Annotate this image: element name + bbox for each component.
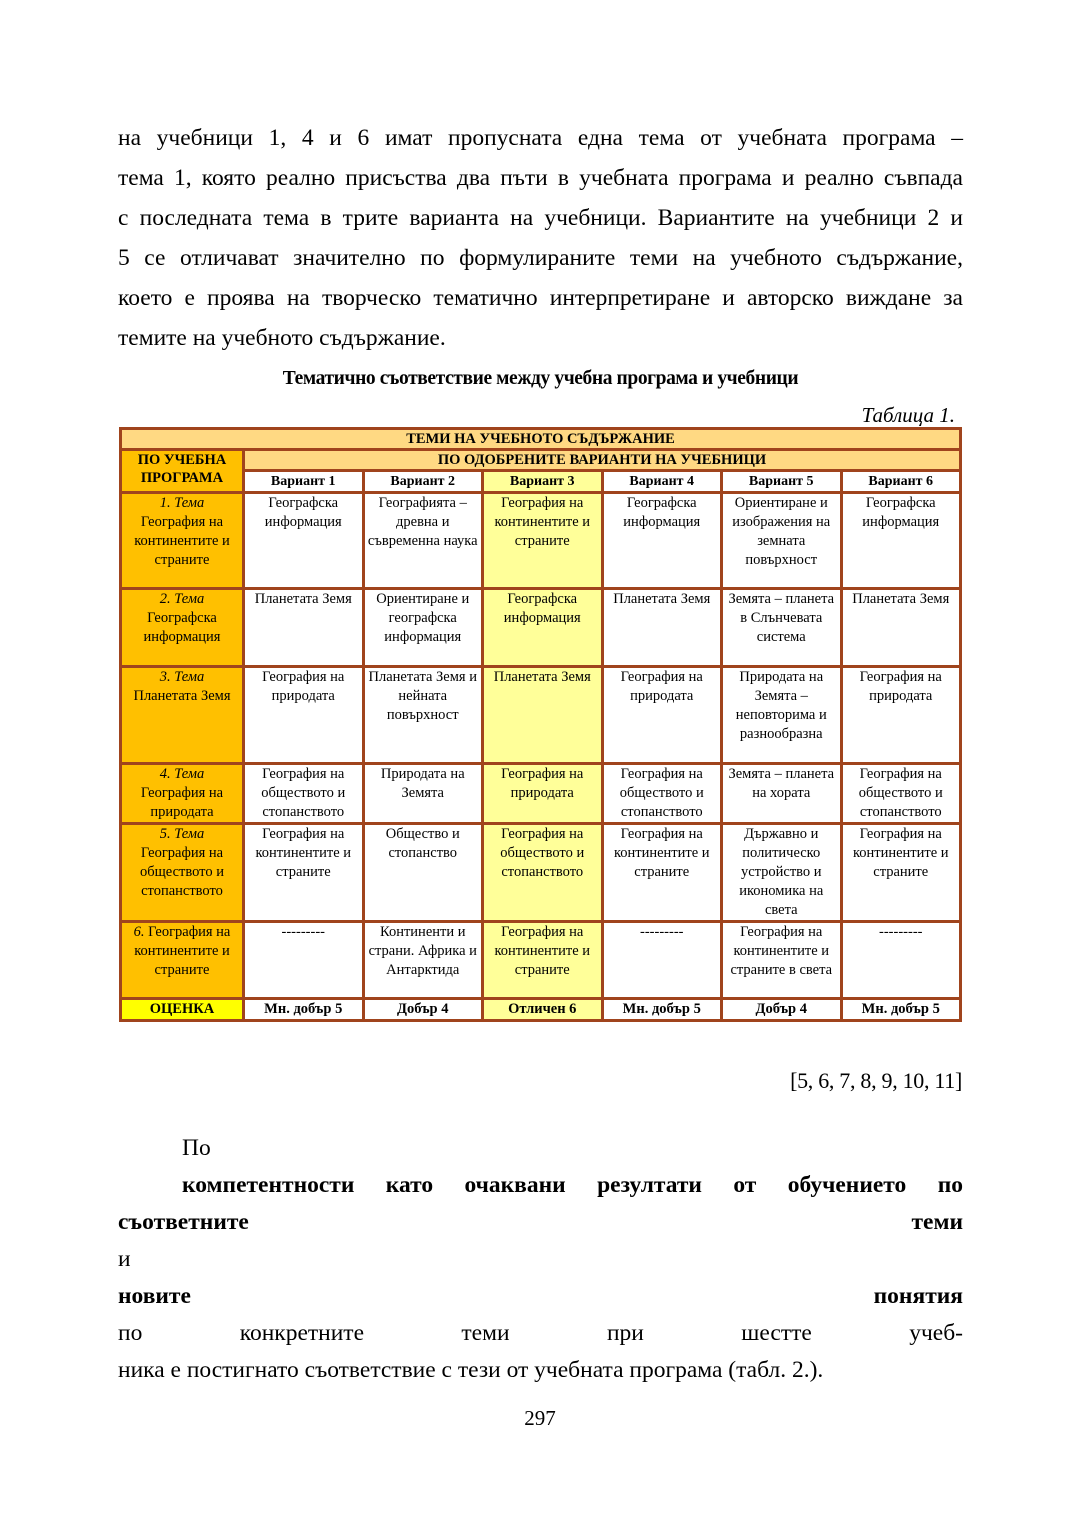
page-number: 297: [524, 1406, 556, 1430]
table-cell: ---------: [841, 922, 961, 999]
program-topic-cell: [121, 764, 244, 824]
text-line: [118, 1204, 963, 1352]
text-run: и: [118, 1246, 131, 1272]
text-run: по конкретните теми при шестте учеб-: [118, 1320, 963, 1346]
topic-number: 2. Тема: [159, 591, 205, 607]
topics-table: [119, 427, 962, 1022]
table-cell: Ориентиране и изображения на земната повърхност: [722, 493, 842, 589]
table-cell: Природата на Земята: [363, 764, 483, 824]
table-row: [121, 589, 961, 667]
table-cell: ---------: [602, 922, 722, 999]
score-label: ОЦЕНКА: [121, 999, 244, 1021]
score-cell: Добър 4: [722, 999, 842, 1021]
body-paragraph-2: [118, 1130, 963, 1389]
program-topic-cell: [121, 667, 244, 764]
table-cell: ---------: [244, 922, 364, 999]
table-cell: Континенти и страни. Африка и Антарктида: [363, 922, 483, 999]
table-row: [121, 764, 961, 824]
table-cell: Държавно и политическо устройство и икономика на света: [722, 824, 842, 922]
variant-header: Вариант 4: [602, 471, 722, 493]
table-cell: География на природата: [841, 667, 961, 764]
bold-text: новите понятия: [118, 1283, 963, 1309]
topic-number: 4. Тема: [159, 766, 205, 782]
score-cell: Добър 4: [363, 999, 483, 1021]
table-cell: Природата на Земята – неповторима и разнообразна: [722, 667, 842, 764]
text-line: тема 1, която реално присъства два пъти в учебната програма и реално съвпада: [118, 165, 963, 191]
topic-number: 3. Тема: [159, 669, 205, 685]
table-cell: География на природата: [244, 667, 364, 764]
text-line: 5 се отличават значително по формулираните теми на учебното съдържание,: [118, 245, 963, 271]
table-cell: Географска информация: [841, 493, 961, 589]
text-line: на учебници 1, 4 и 6 имат пропусната една тема от учебната програма –: [118, 125, 963, 151]
table-cell: География на континентите и страните: [602, 824, 722, 922]
table-cell: Географска информация: [602, 493, 722, 589]
variant-header: Вариант 2: [363, 471, 483, 493]
table-cell: Планетата Земя: [602, 589, 722, 667]
table-cell: Географска информация: [483, 589, 603, 667]
table-cell: География на природата: [602, 667, 722, 764]
text-line: с последната тема в трите варианта на учебници. Вариантите на учебници 2 и: [118, 205, 963, 231]
score-cell: Мн. добър 5: [602, 999, 722, 1021]
topic-number: 5. Тема: [159, 826, 205, 842]
table-row: [121, 824, 961, 922]
table-cell: Планетата Земя: [244, 589, 364, 667]
bold-text: компетентности като очаквани резултати от обучението по: [182, 1172, 963, 1198]
table-number: Таблица 1.: [861, 403, 955, 427]
text-line: [118, 1130, 963, 1204]
table-cell: География на природата: [483, 764, 603, 824]
score-row: [121, 999, 961, 1021]
table-caption: Тематично съответствие между учебна програма и учебници: [282, 368, 799, 389]
body-paragraph-1: [118, 118, 963, 358]
topic-title: География на континентите и страните: [134, 514, 230, 568]
table-cell: География на континентите и страните в света: [722, 922, 842, 999]
topic-title: География на континентите и страните: [134, 924, 231, 978]
table-cell: Географска информация: [244, 493, 364, 589]
table-row: [121, 493, 961, 589]
variant-header: Вариант 5: [722, 471, 842, 493]
table-cell: Ориентиране и географска информация: [363, 589, 483, 667]
table-cell: География на обществото и стопанството: [602, 764, 722, 824]
score-cell: Мн. добър 5: [841, 999, 961, 1021]
program-topic-cell: [121, 824, 244, 922]
table-cell: Земята – планета на хората: [722, 764, 842, 824]
score-cell: Отличен 6: [483, 999, 603, 1021]
topic-title: География на природата: [140, 785, 224, 820]
program-header: ПО УЧЕБНА ПРОГРАМА: [121, 450, 244, 493]
table-cell: География на континентите и страните: [483, 493, 603, 589]
topic-title: Географска информация: [143, 610, 221, 645]
topic-number: 1. Тема: [159, 495, 205, 511]
table-cell: Общество и стопанство: [363, 824, 483, 922]
table-cell: Планетата Земя: [483, 667, 603, 764]
text-line: което е проява на творческо тематично интерпретиране и авторско виждане за: [118, 285, 963, 311]
variant-header: Вариант 1: [244, 471, 364, 493]
table-row: [121, 922, 961, 999]
text-run: По: [182, 1135, 211, 1161]
table-cell: Планетата Земя и нейната повърхност: [363, 667, 483, 764]
score-cell: Мн. добър 5: [244, 999, 364, 1021]
text-line: ника е постигнато съответствие с тези от учебната програма (табл. 2.).: [118, 1357, 824, 1383]
table-cell: Земята – планета в Слънчевата система: [722, 589, 842, 667]
table-row: [121, 667, 961, 764]
table-cell: География на обществото и стопанството: [841, 764, 961, 824]
variant-header: Вариант 6: [841, 471, 961, 493]
program-topic-cell: [121, 922, 244, 999]
topic-number: 6.: [133, 924, 145, 940]
table-cell: География на обществото и стопанството: [244, 764, 364, 824]
variants-header: ПО ОДОБРЕНИТЕ ВАРИАНТИ НА УЧЕБНИЦИ: [244, 450, 961, 471]
table-cell: География на континентите и страните: [483, 922, 603, 999]
table-cell: Географията – древна и съвременна наука: [363, 493, 483, 589]
bold-text: съответните теми: [118, 1209, 963, 1235]
references: [5, 6, 7, 8, 9, 10, 11]: [790, 1068, 962, 1093]
variant-header: Вариант 3: [483, 471, 603, 493]
table-cell: Планетата Земя: [841, 589, 961, 667]
table-cell: География на континентите и страните: [841, 824, 961, 922]
text-line: темите на учебното съдържание.: [118, 325, 446, 351]
table-header-top: ТЕМИ НА УЧЕБНОТО СЪДЪРЖАНИЕ: [121, 429, 961, 450]
topic-title: География на обществото и стопанството: [140, 845, 224, 899]
table-cell: География на обществото и стопанството: [483, 824, 603, 922]
topic-title: Планетата Земя: [133, 688, 231, 704]
table-cell: География на континентите и страните: [244, 824, 364, 922]
program-topic-cell: [121, 589, 244, 667]
program-topic-cell: [121, 493, 244, 589]
